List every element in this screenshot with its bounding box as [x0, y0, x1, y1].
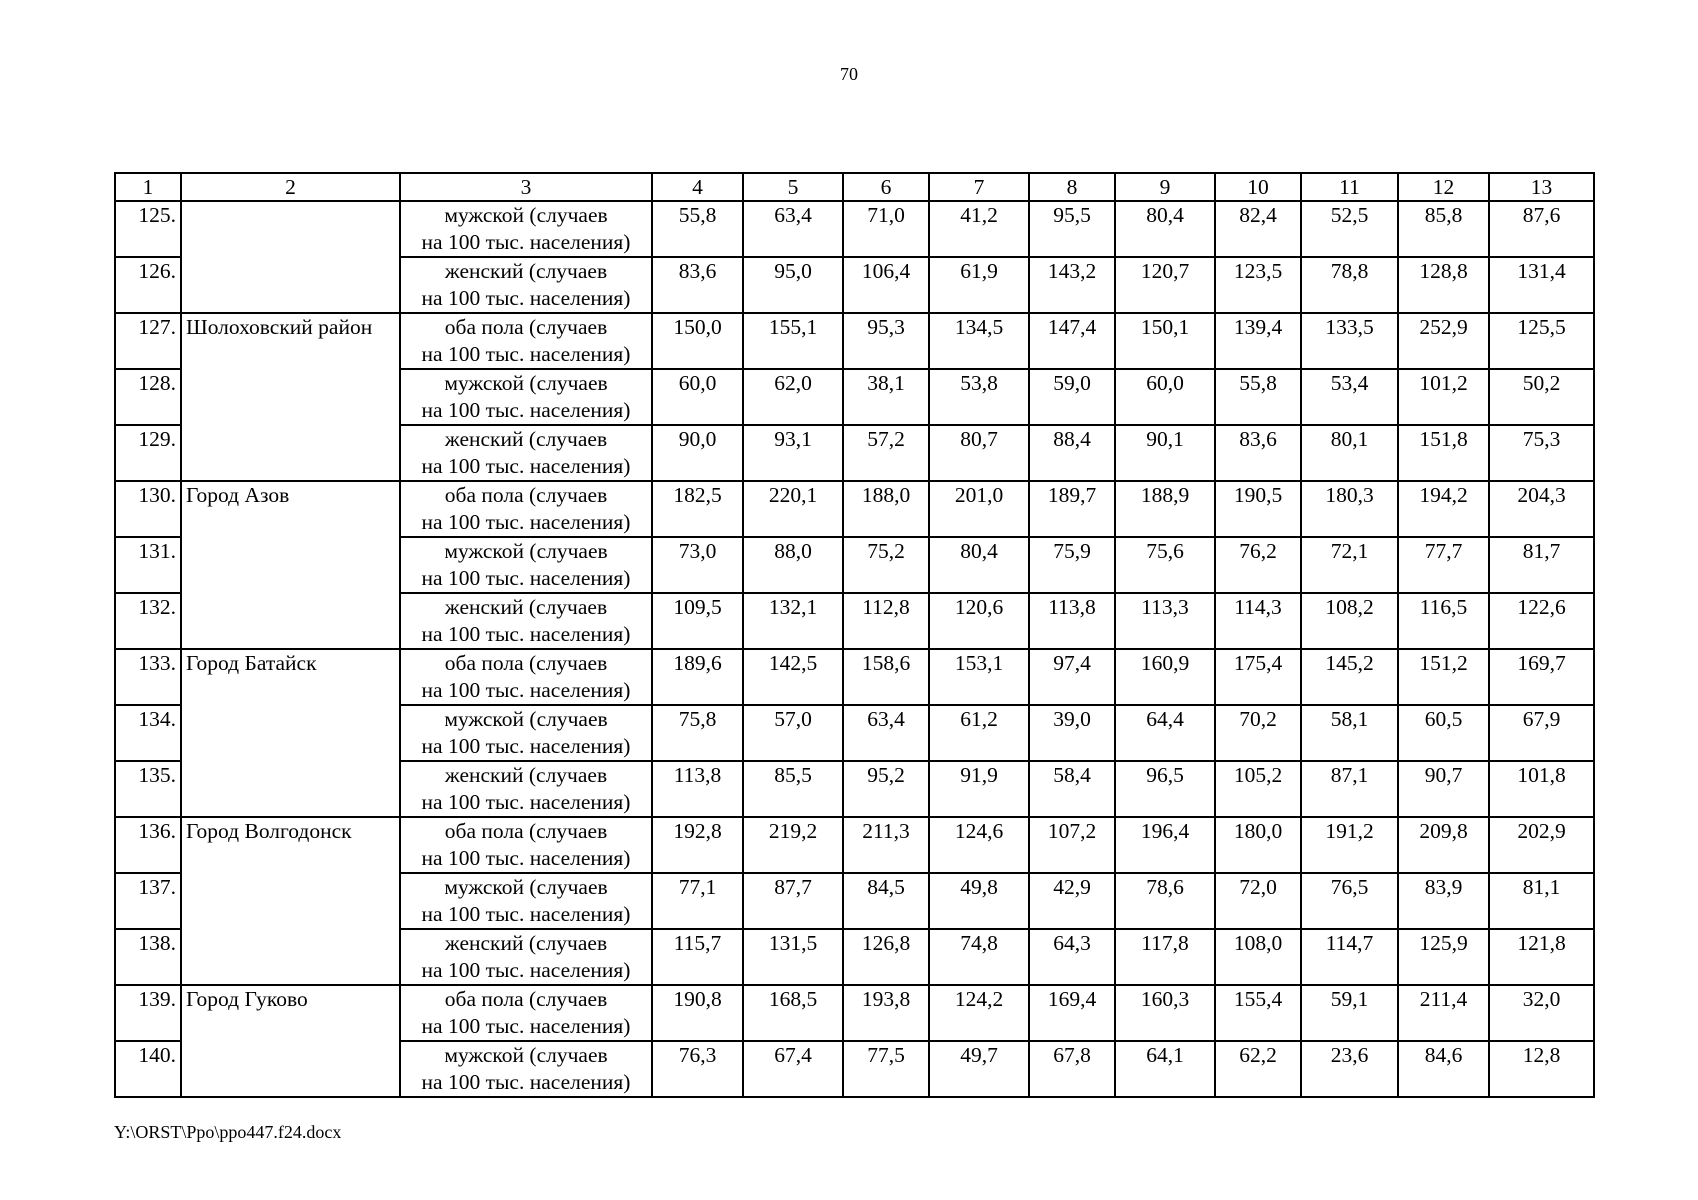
column-header-6: 6 — [843, 173, 929, 201]
indicator-line: мужской (случаев — [444, 539, 608, 563]
value-cell-col-4: 113,8 — [652, 761, 743, 817]
table-row — [115, 649, 1594, 705]
value-cell-col-13: 67,9 — [1489, 705, 1594, 761]
row-number-cell: 132. — [115, 593, 181, 649]
value-cell-col-7: 153,1 — [929, 649, 1029, 705]
value-cell-col-12: 151,8 — [1398, 425, 1489, 481]
column-header-11: 11 — [1301, 173, 1398, 201]
indicator-cell — [400, 201, 652, 257]
value-cell-col-4: 60,0 — [652, 369, 743, 425]
value-cell-col-6: 77,5 — [843, 1041, 929, 1097]
value-cell-col-12: 77,7 — [1398, 537, 1489, 593]
value-cell-col-5: 131,5 — [743, 929, 843, 985]
indicator-line: на 100 тыс. населения) — [421, 1070, 631, 1094]
row-number-cell: 135. — [115, 761, 181, 817]
value-cell-col-6: 38,1 — [843, 369, 929, 425]
value-cell-col-8: 189,7 — [1029, 481, 1115, 537]
value-cell-col-13: 32,0 — [1489, 985, 1594, 1041]
value-cell-col-11: 78,8 — [1301, 257, 1398, 313]
table-row — [115, 201, 1594, 257]
value-cell-col-9: 160,9 — [1115, 649, 1215, 705]
value-cell-col-7: 80,4 — [929, 537, 1029, 593]
value-cell-col-10: 114,3 — [1215, 593, 1301, 649]
value-cell-col-6: 95,3 — [843, 313, 929, 369]
indicator-line: оба пола (случаев — [444, 987, 608, 1011]
value-cell-col-9: 196,4 — [1115, 817, 1215, 873]
value-cell-col-12: 209,8 — [1398, 817, 1489, 873]
table-body — [115, 201, 1594, 1097]
indicator-cell — [400, 705, 652, 761]
indicator-line: мужской (случаев — [444, 1043, 608, 1067]
value-cell-col-13: 169,7 — [1489, 649, 1594, 705]
value-cell-col-11: 114,7 — [1301, 929, 1398, 985]
row-number-cell: 136. — [115, 817, 181, 873]
value-cell-col-5: 219,2 — [743, 817, 843, 873]
value-cell-col-4: 109,5 — [652, 593, 743, 649]
indicator-line: на 100 тыс. населения) — [421, 230, 631, 254]
value-cell-col-8: 42,9 — [1029, 873, 1115, 929]
value-cell-col-10: 72,0 — [1215, 873, 1301, 929]
value-cell-col-10: 70,2 — [1215, 705, 1301, 761]
value-cell-col-7: 91,9 — [929, 761, 1029, 817]
value-cell-col-10: 123,5 — [1215, 257, 1301, 313]
row-number-cell: 138. — [115, 929, 181, 985]
indicator-line: на 100 тыс. населения) — [421, 454, 631, 478]
row-number-cell: 137. — [115, 873, 181, 929]
value-cell-col-11: 58,1 — [1301, 705, 1398, 761]
indicator-line: женский (случаев — [444, 763, 608, 787]
value-cell-col-4: 115,7 — [652, 929, 743, 985]
row-number-cell: 133. — [115, 649, 181, 705]
value-cell-col-4: 190,8 — [652, 985, 743, 1041]
region-cell: Шолоховский район — [181, 313, 400, 481]
value-cell-col-13: 131,4 — [1489, 257, 1594, 313]
table-row — [115, 481, 1594, 537]
column-header-8: 8 — [1029, 173, 1115, 201]
value-cell-col-11: 76,5 — [1301, 873, 1398, 929]
value-cell-col-9: 150,1 — [1115, 313, 1215, 369]
indicator-line: на 100 тыс. населения) — [421, 1014, 631, 1038]
value-cell-col-5: 155,1 — [743, 313, 843, 369]
value-cell-col-12: 125,9 — [1398, 929, 1489, 985]
value-cell-col-13: 75,3 — [1489, 425, 1594, 481]
indicator-cell — [400, 537, 652, 593]
region-cell: Город Гуково — [181, 985, 400, 1097]
row-number-cell: 139. — [115, 985, 181, 1041]
column-header-3: 3 — [400, 173, 652, 201]
region-cell — [181, 201, 400, 313]
row-number-cell: 126. — [115, 257, 181, 313]
value-cell-col-4: 83,6 — [652, 257, 743, 313]
value-cell-col-11: 80,1 — [1301, 425, 1398, 481]
indicator-line: на 100 тыс. населения) — [421, 790, 631, 814]
indicator-line: мужской (случаев — [444, 371, 608, 395]
indicator-line: женский (случаев — [444, 427, 608, 451]
value-cell-col-13: 121,8 — [1489, 929, 1594, 985]
table-header — [115, 173, 1594, 201]
column-header-9: 9 — [1115, 173, 1215, 201]
value-cell-col-8: 64,3 — [1029, 929, 1115, 985]
value-cell-col-11: 87,1 — [1301, 761, 1398, 817]
value-cell-col-5: 87,7 — [743, 873, 843, 929]
value-cell-col-4: 73,0 — [652, 537, 743, 593]
value-cell-col-9: 113,3 — [1115, 593, 1215, 649]
value-cell-col-13: 81,1 — [1489, 873, 1594, 929]
value-cell-col-10: 62,2 — [1215, 1041, 1301, 1097]
value-cell-col-10: 139,4 — [1215, 313, 1301, 369]
value-cell-col-6: 188,0 — [843, 481, 929, 537]
row-number-cell: 134. — [115, 705, 181, 761]
column-header-7: 7 — [929, 173, 1029, 201]
indicator-line: на 100 тыс. населения) — [421, 846, 631, 870]
value-cell-col-4: 77,1 — [652, 873, 743, 929]
region-cell: Город Азов — [181, 481, 400, 649]
row-number-cell: 128. — [115, 369, 181, 425]
value-cell-col-8: 113,8 — [1029, 593, 1115, 649]
value-cell-col-10: 83,6 — [1215, 425, 1301, 481]
indicator-cell — [400, 481, 652, 537]
indicator-line: на 100 тыс. населения) — [421, 678, 631, 702]
value-cell-col-13: 204,3 — [1489, 481, 1594, 537]
value-cell-col-9: 64,4 — [1115, 705, 1215, 761]
row-number-cell: 140. — [115, 1041, 181, 1097]
value-cell-col-7: 74,8 — [929, 929, 1029, 985]
value-cell-col-5: 142,5 — [743, 649, 843, 705]
indicator-line: оба пола (случаев — [444, 483, 608, 507]
value-cell-col-7: 53,8 — [929, 369, 1029, 425]
indicator-line: на 100 тыс. населения) — [421, 398, 631, 422]
value-cell-col-4: 76,3 — [652, 1041, 743, 1097]
value-cell-col-7: 201,0 — [929, 481, 1029, 537]
value-cell-col-8: 39,0 — [1029, 705, 1115, 761]
value-cell-col-4: 150,0 — [652, 313, 743, 369]
indicator-cell — [400, 649, 652, 705]
value-cell-col-6: 57,2 — [843, 425, 929, 481]
region-cell: Город Батайск — [181, 649, 400, 817]
value-cell-col-13: 202,9 — [1489, 817, 1594, 873]
indicator-line: на 100 тыс. населения) — [421, 734, 631, 758]
value-cell-col-11: 53,4 — [1301, 369, 1398, 425]
indicator-line: оба пола (случаев — [444, 819, 608, 843]
value-cell-col-10: 155,4 — [1215, 985, 1301, 1041]
indicator-cell — [400, 761, 652, 817]
value-cell-col-8: 107,2 — [1029, 817, 1115, 873]
value-cell-col-13: 50,2 — [1489, 369, 1594, 425]
indicator-cell — [400, 985, 652, 1041]
indicator-line: женский (случаев — [444, 931, 608, 955]
indicator-cell — [400, 817, 652, 873]
indicator-cell — [400, 425, 652, 481]
value-cell-col-12: 151,2 — [1398, 649, 1489, 705]
value-cell-col-9: 117,8 — [1115, 929, 1215, 985]
indicator-cell — [400, 929, 652, 985]
value-cell-col-7: 61,9 — [929, 257, 1029, 313]
row-number-cell: 129. — [115, 425, 181, 481]
value-cell-col-12: 128,8 — [1398, 257, 1489, 313]
column-header-4: 4 — [652, 173, 743, 201]
indicator-line: оба пола (случаев — [444, 315, 608, 339]
value-cell-col-12: 211,4 — [1398, 985, 1489, 1041]
indicator-cell — [400, 1041, 652, 1097]
value-cell-col-9: 96,5 — [1115, 761, 1215, 817]
value-cell-col-8: 67,8 — [1029, 1041, 1115, 1097]
value-cell-col-8: 169,4 — [1029, 985, 1115, 1041]
column-header-10: 10 — [1215, 173, 1301, 201]
row-number-cell: 130. — [115, 481, 181, 537]
value-cell-col-7: 124,6 — [929, 817, 1029, 873]
value-cell-col-8: 58,4 — [1029, 761, 1115, 817]
value-cell-col-4: 90,0 — [652, 425, 743, 481]
value-cell-col-7: 134,5 — [929, 313, 1029, 369]
column-header-2: 2 — [181, 173, 400, 201]
indicator-line: мужской (случаев — [444, 203, 608, 227]
value-cell-col-6: 75,2 — [843, 537, 929, 593]
indicator-cell — [400, 593, 652, 649]
value-cell-col-12: 83,9 — [1398, 873, 1489, 929]
value-cell-col-13: 122,6 — [1489, 593, 1594, 649]
value-cell-col-5: 67,4 — [743, 1041, 843, 1097]
value-cell-col-12: 84,6 — [1398, 1041, 1489, 1097]
value-cell-col-8: 88,4 — [1029, 425, 1115, 481]
value-cell-col-13: 125,5 — [1489, 313, 1594, 369]
value-cell-col-9: 78,6 — [1115, 873, 1215, 929]
indicator-line: оба пола (случаев — [444, 651, 608, 675]
value-cell-col-5: 62,0 — [743, 369, 843, 425]
value-cell-col-5: 132,1 — [743, 593, 843, 649]
value-cell-col-8: 75,9 — [1029, 537, 1115, 593]
value-cell-col-8: 95,5 — [1029, 201, 1115, 257]
value-cell-col-10: 76,2 — [1215, 537, 1301, 593]
value-cell-col-11: 191,2 — [1301, 817, 1398, 873]
value-cell-col-8: 59,0 — [1029, 369, 1115, 425]
value-cell-col-6: 84,5 — [843, 873, 929, 929]
value-cell-col-5: 220,1 — [743, 481, 843, 537]
column-header-12: 12 — [1398, 173, 1489, 201]
indicator-cell — [400, 369, 652, 425]
value-cell-col-9: 160,3 — [1115, 985, 1215, 1041]
value-cell-col-12: 60,5 — [1398, 705, 1489, 761]
value-cell-col-12: 194,2 — [1398, 481, 1489, 537]
indicator-line: женский (случаев — [444, 259, 608, 283]
indicator-line: на 100 тыс. населения) — [421, 286, 631, 310]
value-cell-col-9: 75,6 — [1115, 537, 1215, 593]
indicator-line: на 100 тыс. населения) — [421, 958, 631, 982]
value-cell-col-13: 87,6 — [1489, 201, 1594, 257]
value-cell-col-12: 252,9 — [1398, 313, 1489, 369]
indicator-line: мужской (случаев — [444, 707, 608, 731]
value-cell-col-6: 126,8 — [843, 929, 929, 985]
column-header-1: 1 — [115, 173, 181, 201]
value-cell-col-8: 143,2 — [1029, 257, 1115, 313]
indicator-line: женский (случаев — [444, 595, 608, 619]
value-cell-col-7: 49,7 — [929, 1041, 1029, 1097]
table-row — [115, 817, 1594, 873]
value-cell-col-7: 80,7 — [929, 425, 1029, 481]
row-number-cell: 127. — [115, 313, 181, 369]
indicator-line: на 100 тыс. населения) — [421, 902, 631, 926]
value-cell-col-4: 189,6 — [652, 649, 743, 705]
table-row — [115, 985, 1594, 1041]
indicator-line: на 100 тыс. населения) — [421, 566, 631, 590]
header-row — [115, 173, 1594, 201]
value-cell-col-4: 75,8 — [652, 705, 743, 761]
value-cell-col-10: 82,4 — [1215, 201, 1301, 257]
indicator-line: на 100 тыс. населения) — [421, 622, 631, 646]
value-cell-col-10: 190,5 — [1215, 481, 1301, 537]
indicator-line: на 100 тыс. населения) — [421, 342, 631, 366]
value-cell-col-4: 192,8 — [652, 817, 743, 873]
value-cell-col-10: 175,4 — [1215, 649, 1301, 705]
value-cell-col-5: 63,4 — [743, 201, 843, 257]
value-cell-col-5: 93,1 — [743, 425, 843, 481]
value-cell-col-6: 71,0 — [843, 201, 929, 257]
value-cell-col-9: 64,1 — [1115, 1041, 1215, 1097]
value-cell-col-7: 41,2 — [929, 201, 1029, 257]
value-cell-col-11: 133,5 — [1301, 313, 1398, 369]
statistics-table — [114, 172, 1595, 1098]
value-cell-col-9: 120,7 — [1115, 257, 1215, 313]
column-header-13: 13 — [1489, 173, 1594, 201]
value-cell-col-13: 101,8 — [1489, 761, 1594, 817]
indicator-line: мужской (случаев — [444, 875, 608, 899]
value-cell-col-4: 182,5 — [652, 481, 743, 537]
value-cell-col-5: 95,0 — [743, 257, 843, 313]
value-cell-col-13: 81,7 — [1489, 537, 1594, 593]
value-cell-col-6: 112,8 — [843, 593, 929, 649]
value-cell-col-9: 90,1 — [1115, 425, 1215, 481]
footer-file-path: Y:\ORST\Ppo\ppo447.f24.docx — [114, 1122, 342, 1142]
value-cell-col-5: 57,0 — [743, 705, 843, 761]
value-cell-col-11: 23,6 — [1301, 1041, 1398, 1097]
value-cell-col-6: 106,4 — [843, 257, 929, 313]
value-cell-col-9: 188,9 — [1115, 481, 1215, 537]
value-cell-col-13: 12,8 — [1489, 1041, 1594, 1097]
indicator-line: на 100 тыс. населения) — [421, 510, 631, 534]
value-cell-col-7: 120,6 — [929, 593, 1029, 649]
page-number: 70 — [840, 64, 858, 84]
column-header-5: 5 — [743, 173, 843, 201]
row-number-cell: 131. — [115, 537, 181, 593]
value-cell-col-11: 108,2 — [1301, 593, 1398, 649]
value-cell-col-6: 211,3 — [843, 817, 929, 873]
value-cell-col-7: 61,2 — [929, 705, 1029, 761]
value-cell-col-5: 88,0 — [743, 537, 843, 593]
value-cell-col-4: 55,8 — [652, 201, 743, 257]
value-cell-col-5: 85,5 — [743, 761, 843, 817]
value-cell-col-12: 85,8 — [1398, 201, 1489, 257]
value-cell-col-5: 168,5 — [743, 985, 843, 1041]
indicator-cell — [400, 257, 652, 313]
value-cell-col-11: 59,1 — [1301, 985, 1398, 1041]
value-cell-col-8: 147,4 — [1029, 313, 1115, 369]
table-row — [115, 313, 1594, 369]
value-cell-col-6: 158,6 — [843, 649, 929, 705]
value-cell-col-10: 105,2 — [1215, 761, 1301, 817]
indicator-cell — [400, 873, 652, 929]
value-cell-col-9: 80,4 — [1115, 201, 1215, 257]
value-cell-col-12: 90,7 — [1398, 761, 1489, 817]
region-cell: Город Волгодонск — [181, 817, 400, 985]
value-cell-col-12: 101,2 — [1398, 369, 1489, 425]
value-cell-col-9: 60,0 — [1115, 369, 1215, 425]
indicator-cell — [400, 313, 652, 369]
value-cell-col-11: 52,5 — [1301, 201, 1398, 257]
value-cell-col-7: 124,2 — [929, 985, 1029, 1041]
value-cell-col-6: 193,8 — [843, 985, 929, 1041]
value-cell-col-10: 180,0 — [1215, 817, 1301, 873]
value-cell-col-11: 145,2 — [1301, 649, 1398, 705]
value-cell-col-10: 108,0 — [1215, 929, 1301, 985]
value-cell-col-12: 116,5 — [1398, 593, 1489, 649]
value-cell-col-11: 72,1 — [1301, 537, 1398, 593]
value-cell-col-8: 97,4 — [1029, 649, 1115, 705]
value-cell-col-7: 49,8 — [929, 873, 1029, 929]
value-cell-col-6: 63,4 — [843, 705, 929, 761]
value-cell-col-6: 95,2 — [843, 761, 929, 817]
row-number-cell: 125. — [115, 201, 181, 257]
value-cell-col-10: 55,8 — [1215, 369, 1301, 425]
value-cell-col-11: 180,3 — [1301, 481, 1398, 537]
